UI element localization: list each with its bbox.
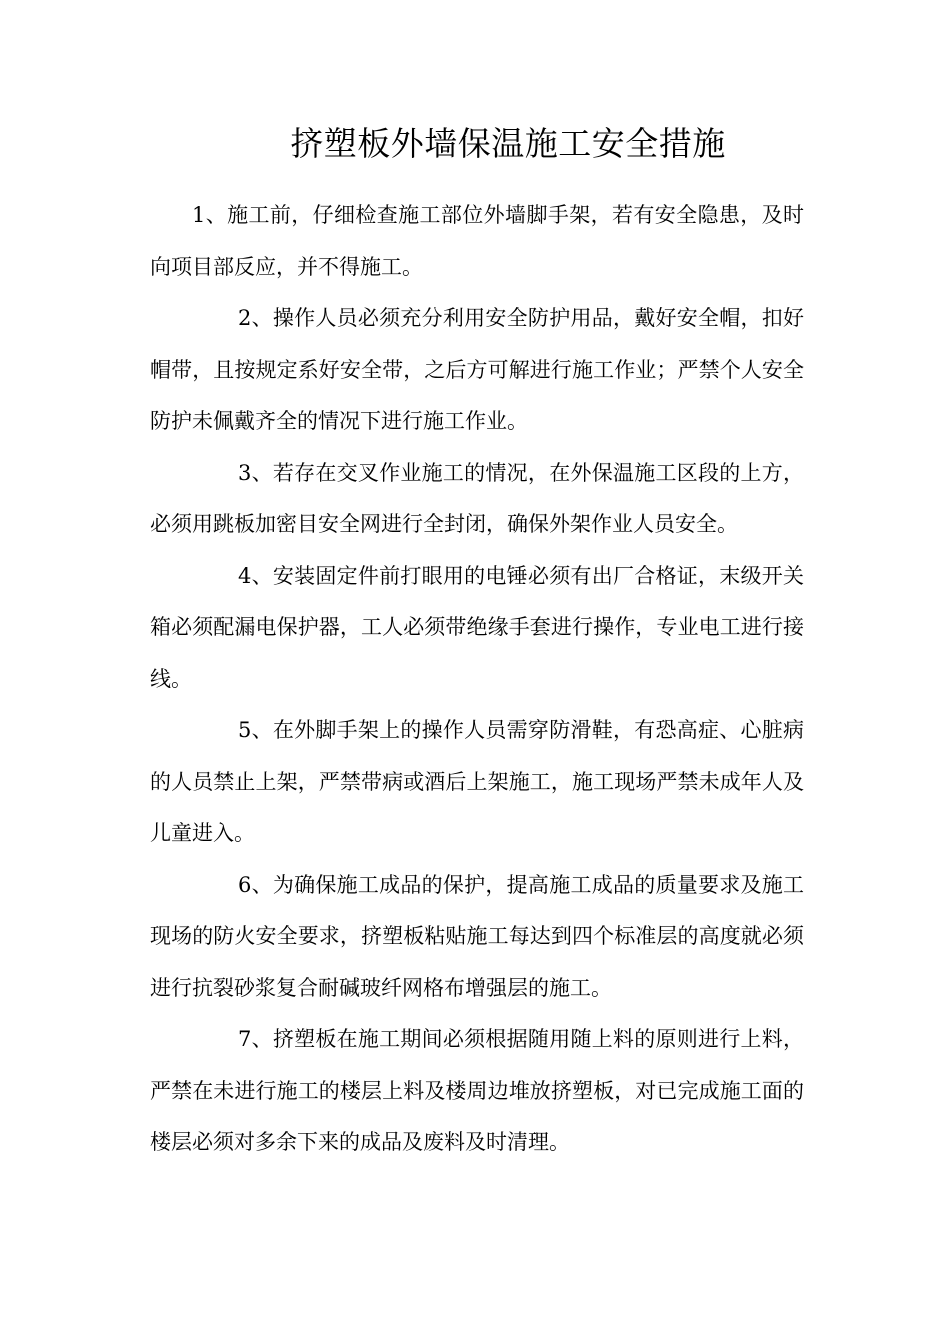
paragraph-5: 5、在外脚手架上的操作人员需穿防滑鞋，有恐高症、心脏病的人员禁止上架，严禁带病或酒后上架施工，施工现场严禁未成年人及儿童进入。 — [150, 718, 804, 845]
paragraph-6: 6、为确保施工成品的保护，提高施工成品的质量要求及施工现场的防火安全要求，挤塑板粘贴施工每达到四个标准层的高度就必须进行抗裂砂浆复合耐碱玻纤网格布增强层的施工。 — [150, 872, 804, 1000]
paragraph-1: 1、施工前，仔细检查施工部位外墙脚手架，若有安全隐患，及时向项目部反应，并不得施工。 — [150, 203, 804, 279]
paragraph-3: 3、若存在交叉作业施工的情况，在外保温施工区段的上方，必须用跳板加密目安全网进行全封闭，确保外架作业人员安全。 — [150, 460, 804, 536]
document-body — [150, 190, 804, 1169]
document-title: 挤塑板外墙保温施工安全措施 — [290, 124, 726, 163]
paragraph-2: 2、操作人员必须充分利用安全防护用品，戴好安全帽，扣好帽带，且按规定系好安全带，之后方可解进行施工作业；严禁个人安全防护未佩戴齐全的情况下进行施工作业。 — [150, 306, 804, 433]
paragraph-4: 4、安装固定件前打眼用的电锤必须有出厂合格证，末级开关箱必须配漏电保护器，工人必须带绝缘手套进行操作，专业电工进行接线。 — [150, 563, 804, 691]
paragraph-7: 7、挤塑板在施工期间必须根据随用随上料的原则进行上料，严禁在未进行施工的楼层上料及楼周边堆放挤塑板，对已完成施工面的楼层必须对多余下来的成品及废料及时清理。 — [150, 1027, 804, 1154]
